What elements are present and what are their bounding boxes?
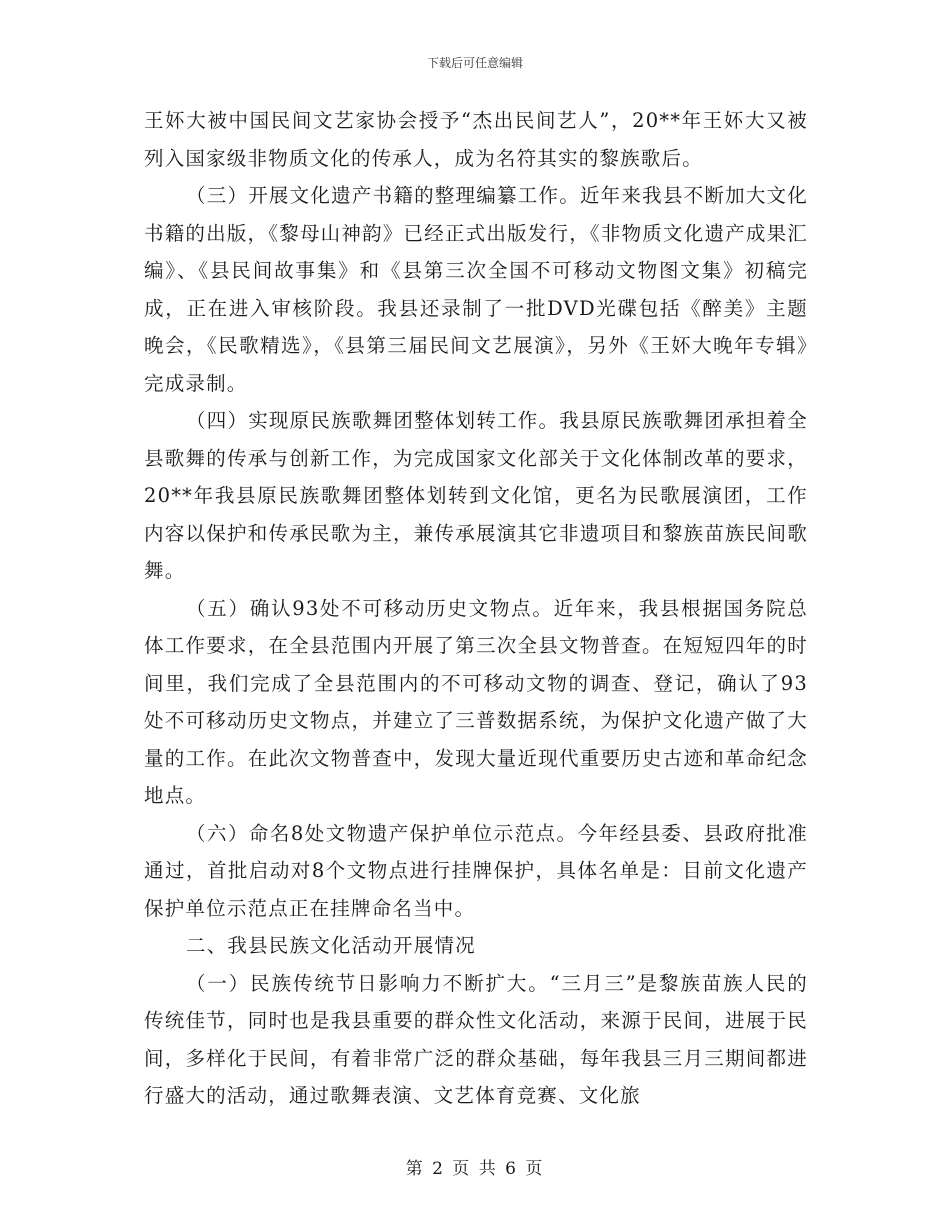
paragraph-continuation: 王妚大被中国民间文艺家协会授予“杰出民间艺人”，20**年王妚大又被列入国家级非物质文化的传承人，成为名符其实的黎族歌后。: [144, 109, 808, 170]
paragraph-section-4: （四）实现原民族歌舞团整体划转工作。我县原民族歌舞团承担着全县歌舞的传承与创新工作，为完成国家文化部关于文化体制改革的要求，20**年我县原民族歌舞团整体划转到文化馆，更名为民歌展演团，工作内容以保护和传承民歌为主，兼传承展演其它非遗项目和黎族苗族民间歌舞。: [144, 409, 808, 582]
paragraph-section-3: （三）开展文化遗产书籍的整理编纂工作。近年来我县不断加大文化书籍的出版，《黎母山神韵》已经正式出版发行，《非物质文化遗产成果汇编》、《县民间故事集》和《县第三次全国不可移动文物图文集》初稿完成，正在进入审核阶段。我县还录制了一批DVD光碟包括《醉美》主题晚会，《民歌精选》，《县第三届民间文艺展演》，另外《王妚大晚年专辑》完成录制。: [144, 184, 808, 395]
paragraph-section-5: （五）确认93处不可移动历史文物点。近年来，我县根据国务院总体工作要求，在全县范围内开展了第三次全县文物普查。在短短四年的时间里，我们完成了全县范围内的不可移动文物的调查、登记，确认了93处不可移动历史文物点，并建立了三普数据系统，为保护文化遗产做了大量的工作。在此次文物普查中，发现大量近现代重要历史古迹和革命纪念地点。: [144, 596, 808, 807]
page-header: 下载后可任意编辑: [426, 56, 523, 70]
page-footer: 第 2 页 共 6 页: [405, 1159, 545, 1179]
section-heading-2: 二、我县民族文化活动开展情况: [186, 934, 476, 957]
document-body: [144, 102, 808, 1115]
paragraph-subsection-1: （一）民族传统节日影响力不断扩大。“三月三”是黎族苗族人民的传统佳节，同时也是我县重要的群众性文化活动，来源于民间，进展于民间，多样化于民间，有着非常广泛的群众基础，每年我县三月三期间都进行盛大的活动，通过歌舞表演、文艺体育竞赛、文化旅: [144, 971, 808, 1107]
paragraph-section-6: （六）命名8处文物遗产保护单位示范点。今年经县委、县政府批准通过，首批启动对8个文物点进行挂牌保护，具体名单是：目前文化遗产保护单位示范点正在挂牌命名当中。: [144, 821, 808, 920]
